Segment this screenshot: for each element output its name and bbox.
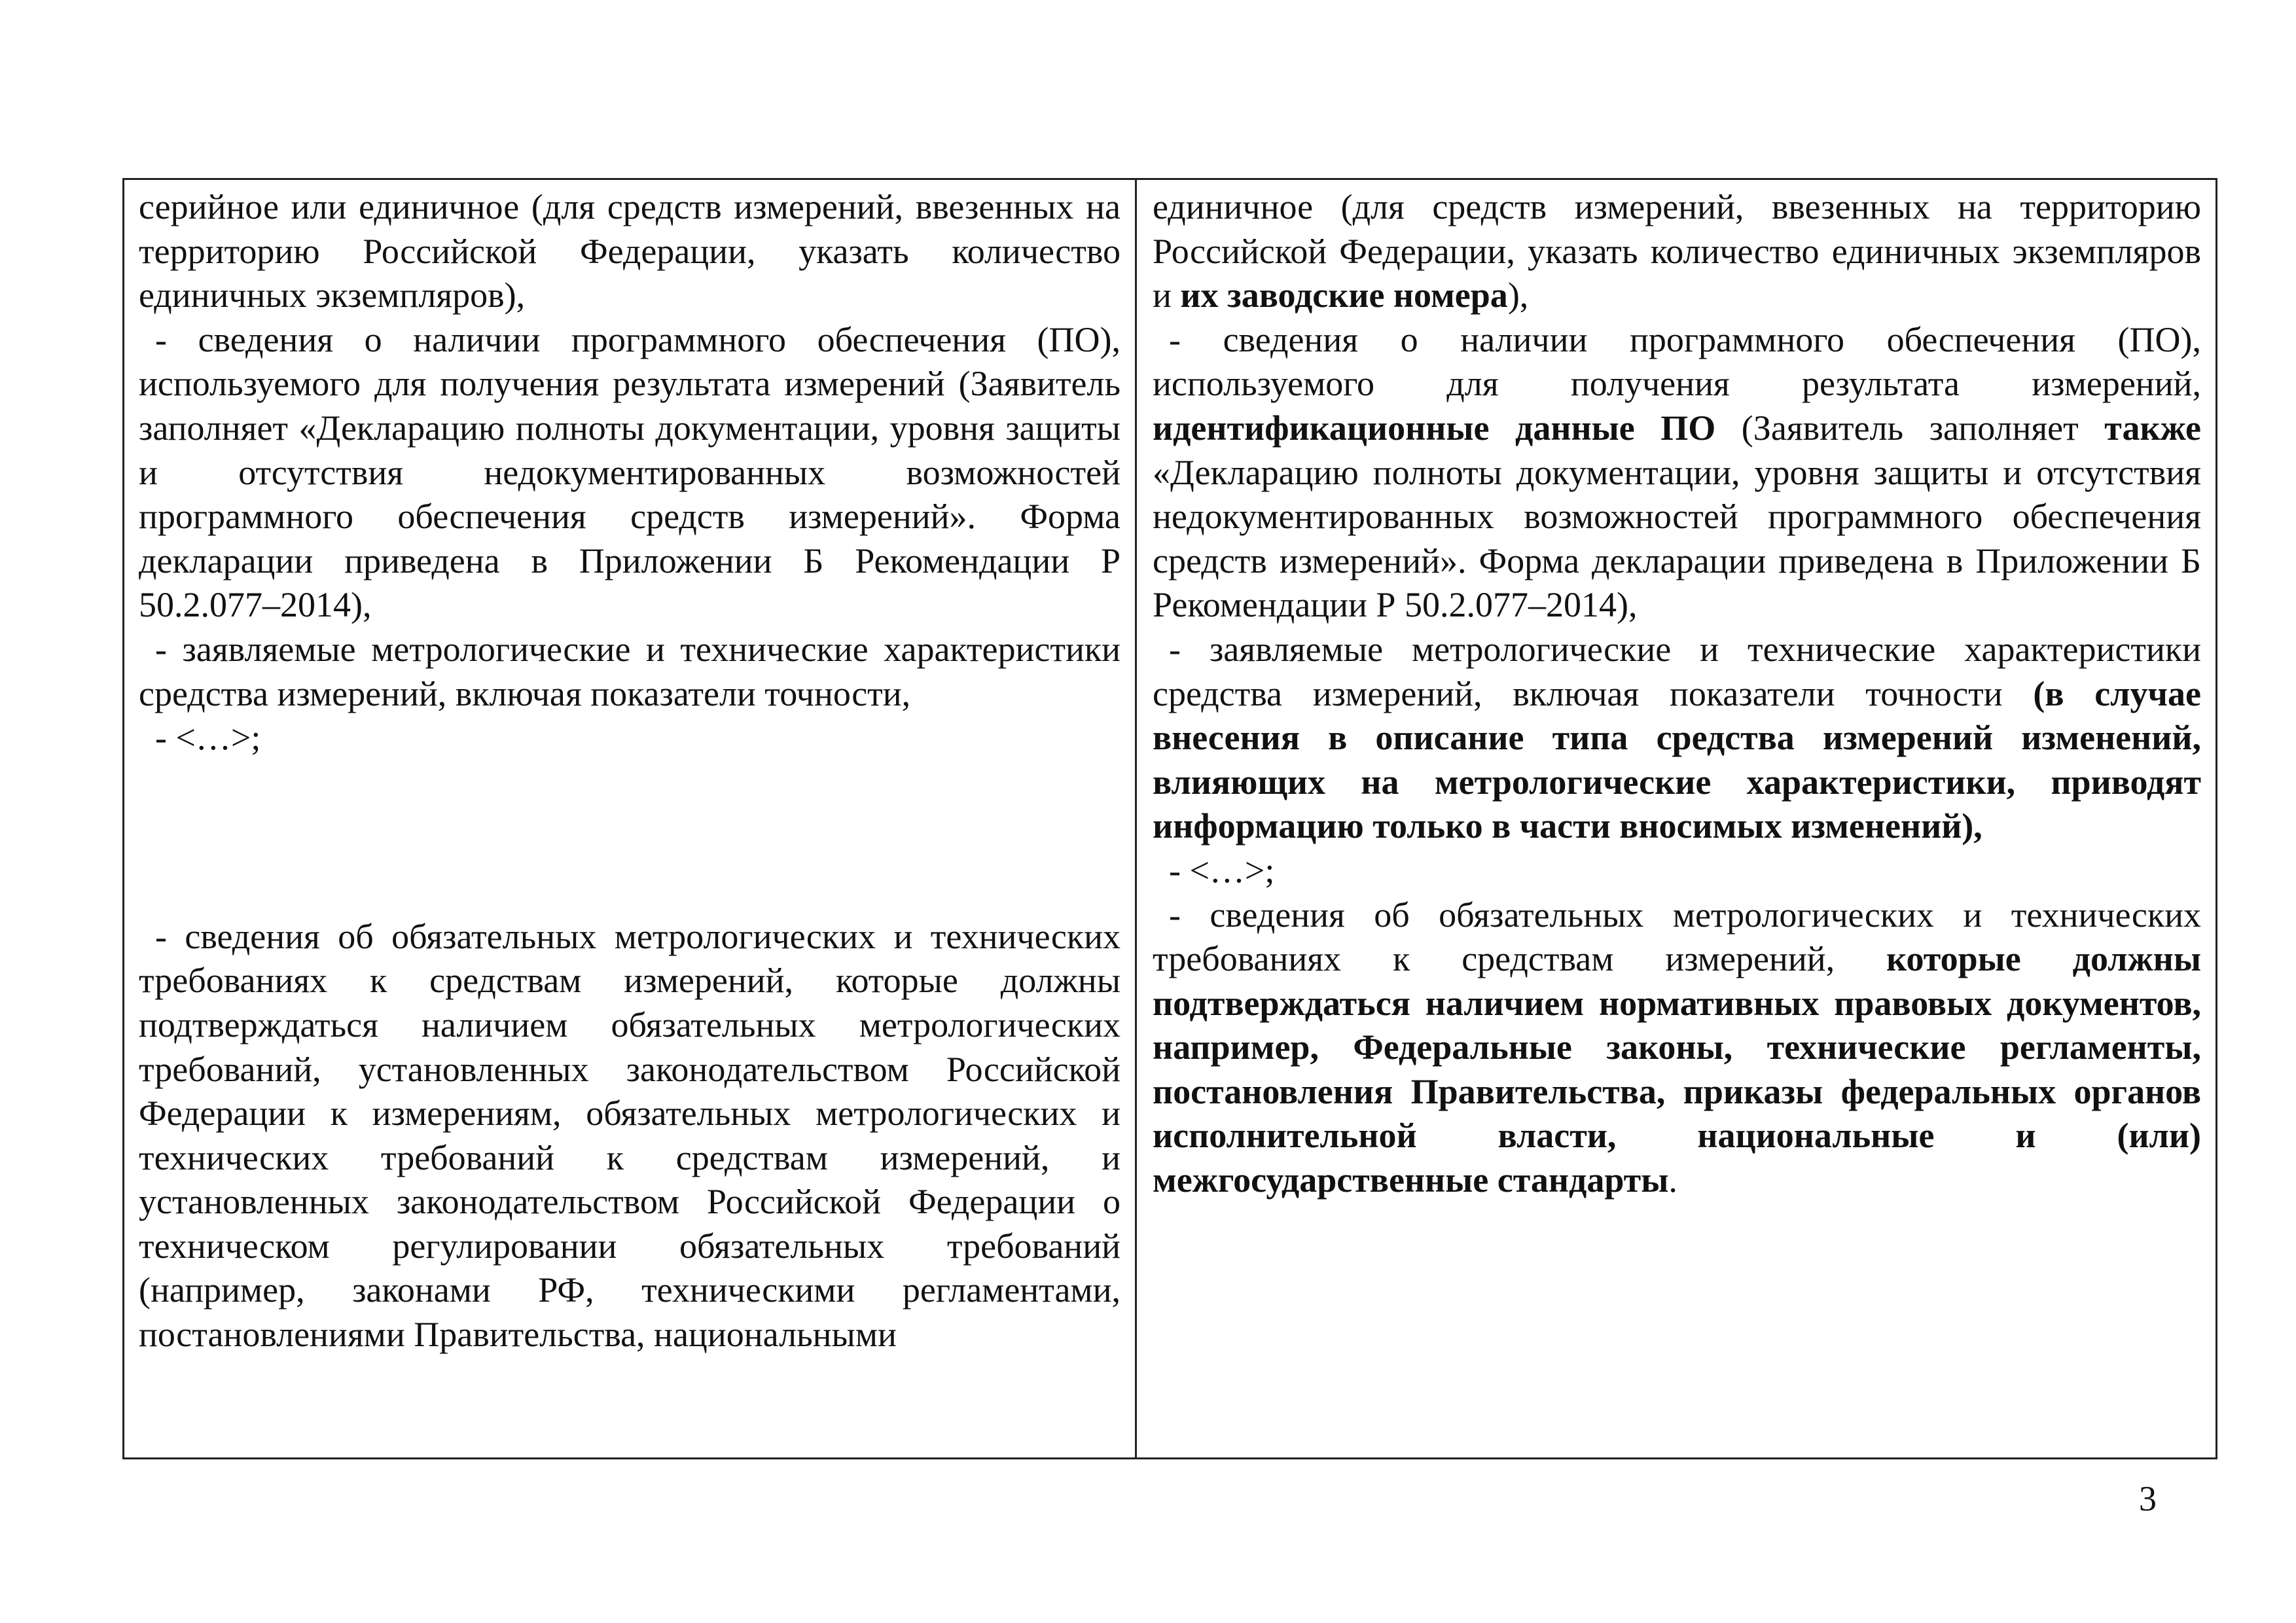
right-paragraph-mandatory-requirements: [1153, 893, 2201, 1203]
table-column-proposed-text: [1137, 180, 2215, 1457]
left-paragraph-software-info: - сведения о наличии программного обеспечения (ПО), используемого для получения результата измерений (Заявитель заполняет «Декларацию полноты документации, уровня защиты и отсутствия недокументированных возможностей программного обеспечения средств измерений». Форма декларации приведена в Приложении Б Рекомендации Р 50.2.077–2014),: [139, 319, 1121, 625]
right-paragraph-ellipsis: - <…>;: [1169, 850, 1275, 890]
left-paragraph-declared-characteristics: - заявляемые метрологические и технические характеристики средства измерений, включая показатели точности,: [139, 629, 1121, 713]
right-p3-bold-changes-note: (в случае внесения в описание типа средства измерений изменений, влияющих на метрологические характеристики, приводят информацию только в части вносимых изменений),: [1153, 673, 2201, 846]
right-p2-text: - сведения о наличии программного обеспечения (ПО), используемого для получения результата измерений,: [1153, 319, 2201, 404]
right-paragraph-software-info: [1153, 318, 2201, 628]
right-p1-bold-serial-numbers: их заводские номера: [1180, 276, 1508, 315]
left-paragraph-type-of-production: серийное или единичное (для средств измерений, ввезенных на территорию Российской Федерации, указать количество единичных экземпляров),: [139, 187, 1121, 315]
left-blank-space: [139, 760, 1121, 915]
right-p2-bold-software-id: идентификационные данные ПО: [1153, 408, 1716, 448]
right-paragraph-declared-characteristics: [1153, 628, 2201, 849]
left-paragraph-ellipsis: - <…>;: [155, 718, 261, 758]
right-paragraph-type-of-production: [1153, 185, 2201, 318]
right-p2-tail: «Декларацию полноты документации, уровня защиты и отсутствия недокументированных возможностей программного обеспечения средств измерений». Форма декларации приведена в Приложении Б Рекомендации Р 50.2.077–2014),: [1153, 452, 2201, 625]
right-p1-text: единичное (для средств измерений, ввезенных на территорию Российской Федерации, указать количество единичных экземпляров и: [1153, 187, 2201, 315]
right-p1-tail: ),: [1507, 276, 1529, 315]
comparison-table: [122, 178, 2217, 1459]
right-p2-text-2: (Заявитель заполняет: [1715, 408, 2105, 448]
right-p5-tail: .: [1668, 1160, 1677, 1200]
right-p3-text: - заявляемые метрологические и технические характеристики средства измерений, включая показатели точности: [1153, 629, 2201, 713]
page-number: 3: [2139, 1479, 2157, 1518]
table-column-current-text: [124, 180, 1137, 1457]
right-p5-text: - сведения об обязательных метрологических и технических требованиях к средствам измерений,: [1153, 895, 2201, 979]
left-paragraph-mandatory-requirements: - сведения об обязательных метрологических и технических требованиях к средствам измерений, которые должны подтверждаться наличием обязательных метрологических требований, установленных законодательством Российской Федерации к измерениям, обязательных метрологических и технических требований к средствам измерений, и установленных законодательством Российской Федерации о техническом регулировании обязательных требований (например, законами РФ, техническими регламентами, постановлениями Правительства, национальными: [139, 916, 1121, 1355]
right-p5-bold-legal-documents: которые должны подтверждаться наличием нормативных правовых документов, например, Федеральные законы, технические регламенты, постановления Правительства, приказы федеральных органов исполнительной власти, национальные и (или) межгосударственные стандарты: [1153, 939, 2202, 1200]
right-p2-bold-also: также: [2104, 408, 2201, 448]
